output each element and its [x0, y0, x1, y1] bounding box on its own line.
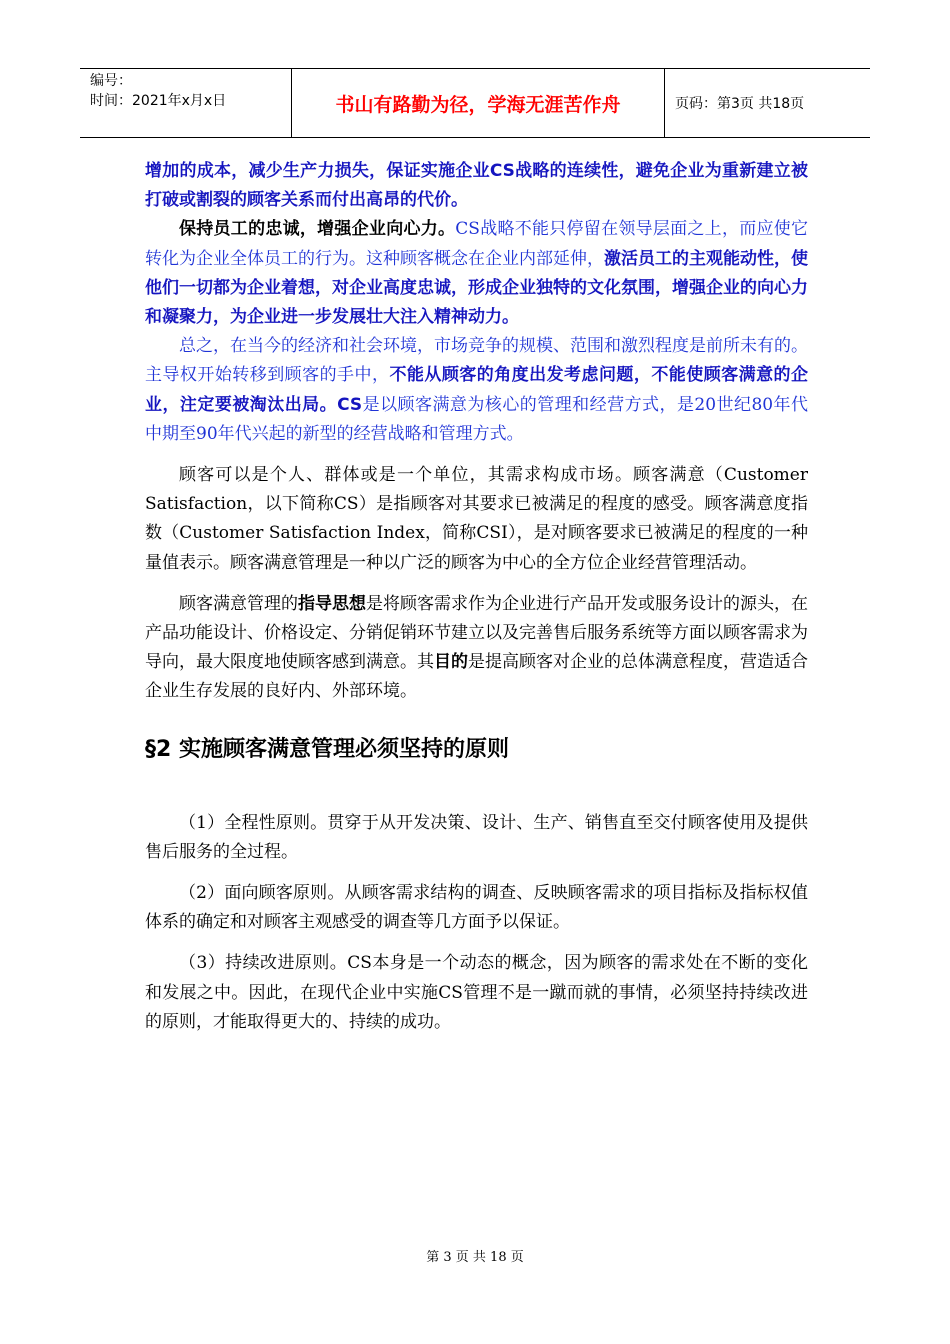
header-page-info: 页码：第3页 共18页 — [675, 96, 805, 112]
paragraph-4: 顾客可以是个人、群体或是一个单位，其需求构成市场。顾客满意（Customer Satisfaction，以下简称CS）是指顾客对其要求已被满足的程度的感受。顾客满意度指数（Customer Satisfaction Index，简称CSI），是对顾客要求已被满足的程度的一种量值表示。顾客满意管理是一种以广泛的顾客为中心的全方位企业经营管理活动。 — [145, 465, 808, 573]
page-header — [80, 68, 870, 138]
paragraph-2-lead: 保持员工的忠诚，增强企业向心力。 — [179, 219, 456, 240]
paragraph-1: 增加的成本，减少生产力损失，保证实施企业CS战略的连续性，避免企业为重新建立被打破或割裂的顾客关系而付出高昂的代价。 — [145, 161, 808, 211]
paragraph-2-emphasis: 激活员工的主观能动性，使他们一切都为企业着想，对企业高度忠诚，形成企业独特的文化氛围，增强企业的向心力和凝聚力，为企业进一步发展壮大注入精神动力。 — [145, 248, 808, 328]
page-footer: 第 3 页 共 18 页 — [426, 1250, 524, 1265]
header-meta — [80, 69, 292, 137]
paragraph-5-text-b: 是将顾客需求作为企业进行产品开发或服务设计的源头，在产品功能设计、价格设定、分销促销环节建立以及完善售后服务系统等方面以顾客需求为导向，最大限度地使顾客感到满意。其 — [145, 593, 808, 673]
paragraph-3-emphasis: 不能从顾客的角度出发考虑问题，不能使顾客满意的企业，注定要被淘汰出局。 — [145, 365, 809, 415]
paragraph-2 — [145, 215, 808, 332]
principle-3: （3）持续改进原则。CS本身是一个动态的概念，因为顾客的需求处在不断的变化和发展之中。因此，在现代企业中实施CS管理不是一蹴而就的事情，必须坚持持续改进的原则，才能取得更大的、持续的成功。 — [145, 953, 808, 1032]
paragraph-3 — [145, 332, 808, 449]
paragraph-3-cs: CS — [337, 394, 363, 415]
paragraph-5-emphasis-1: 指导思想 — [298, 593, 366, 614]
paragraph-3-text-b: 是以顾客满意为核心的管理和经营方式，是20世纪80年代中期至90年代兴起的新型的经营战略和管理方式。 — [145, 394, 809, 444]
document-date: 时间：2021年x月x日 — [90, 93, 227, 109]
paragraph-5 — [145, 590, 808, 707]
paragraph-5-emphasis-2: 目的 — [434, 652, 468, 673]
header-motto: 书山有路勤为径，学海无涯苦作舟 — [292, 69, 665, 137]
paragraph-5-text-a: 顾客满意管理的 — [179, 593, 298, 614]
paragraph-2-text: CS战略不能只停留在领导层面之上，而应使它转化为企业全体员工的行为。这种顾客概念在企业内部延伸， — [145, 219, 809, 269]
principle-2: （2）面向顾客原则。从顾客需求结构的调查、反映顾客需求的项目指标及指标权值体系的确定和对顾客主观感受的调查等几方面予以保证。 — [145, 883, 808, 933]
paragraph-5-text-c: 是提高顾客对企业的总体满意程度，营造适合企业生存发展的良好内、外部环境。 — [145, 652, 808, 702]
document-body — [145, 157, 808, 1037]
paragraph-3-text-a: 总之，在当今的经济和社会环境，市场竞争的规模、范围和激烈程度是前所未有的。主导权开始转移到顾客的手中， — [145, 336, 808, 386]
principle-1: （1）全程性原则。贯穿于从开发决策、设计、生产、销售直至交付顾客使用及提供售后服务的全过程。 — [145, 812, 808, 862]
section-heading: §2 实施顾客满意管理必须坚持的原则 — [145, 736, 509, 762]
document-number: 编号： — [90, 73, 132, 89]
